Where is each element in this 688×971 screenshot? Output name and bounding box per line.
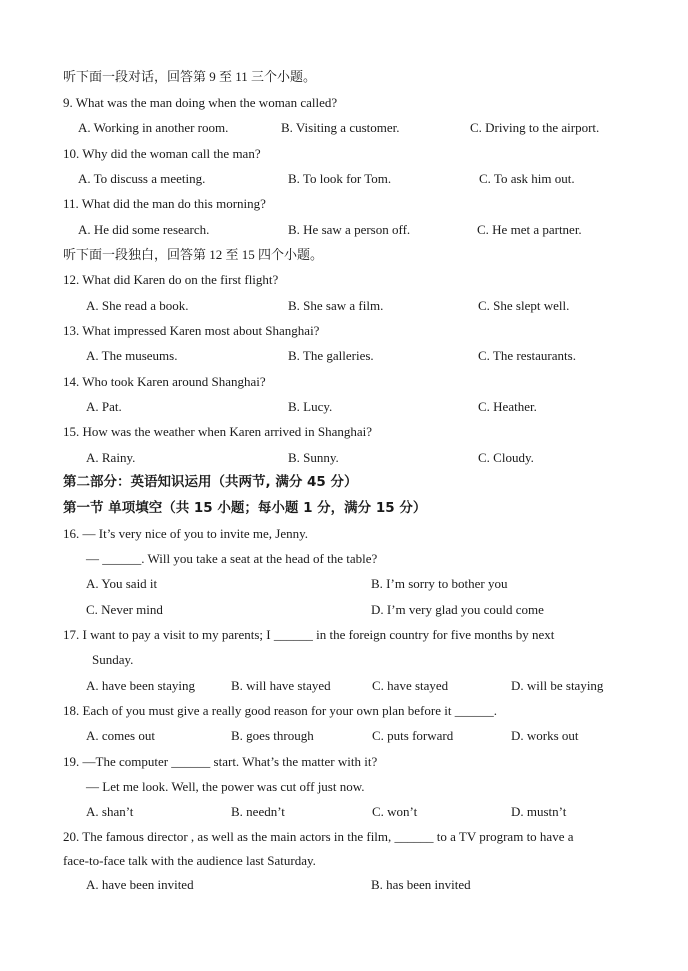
q17-stem: 17. I want to pay a visit to my parents; I ______ in the foreign country for five months by next — [63, 627, 555, 642]
q19-option-c: C. won’t — [372, 804, 418, 819]
q17-option-a: A. have been staying — [86, 678, 196, 693]
section2-intro: 听下面一段独白，回答第 12 至 15 四个小题。 — [63, 247, 324, 262]
q13-option-c: C. The restaurants. — [478, 348, 576, 363]
q20-option-a: A. have been invited — [86, 877, 194, 892]
q9-option-a: A. Working in another room. — [78, 120, 229, 135]
section1-intro: 听下面一段对话，回答第 9 至 11 三个小题。 — [63, 69, 317, 84]
part2-heading: 第二部分：英语知识运用（共两节, 满分 45 分） — [63, 474, 358, 490]
q19-option-b: B. needn’t — [231, 804, 285, 819]
q15-option-a: A. Rainy. — [86, 450, 136, 465]
q16-stem-reply: — ______. Will you take a seat at the head of the table? — [86, 551, 378, 566]
q17-stem-cont: Sunday. — [92, 652, 134, 667]
q20-stem: 20. The famous director , as well as the main actors in the film, ______ to a TV program to have a — [63, 829, 574, 844]
q10-option-a: A. To discuss a meeting. — [78, 171, 206, 186]
q16-option-c: C. Never mind — [86, 602, 163, 617]
q18-option-c: C. puts forward — [372, 728, 454, 743]
q16-option-b: B. I’m sorry to bother you — [371, 576, 508, 591]
q13-option-b: B. The galleries. — [288, 348, 374, 363]
q11-option-a: A. He did some research. — [78, 222, 210, 237]
q13-option-a: A. The museums. — [86, 348, 178, 363]
q12-option-c: C. She slept well. — [478, 298, 570, 313]
q16-option-d: D. I’m very glad you could come — [371, 602, 544, 617]
q14-option-a: A. Pat. — [86, 399, 122, 414]
q12-option-b: B. She saw a film. — [288, 298, 384, 313]
q18-option-d: D. works out — [511, 728, 579, 743]
q16-stem: 16. — It’s very nice of you to invite me, Jenny. — [63, 526, 309, 541]
q12-option-a: A. She read a book. — [86, 298, 189, 313]
q20-option-b: B. has been invited — [371, 877, 471, 892]
q16-option-a: A. You said it — [86, 576, 158, 591]
q9-stem: 9. What was the man doing when the woman called? — [63, 95, 338, 110]
q10-stem: 10. Why did the woman call the man? — [63, 146, 261, 161]
q11-option-b: B. He saw a person off. — [288, 222, 411, 237]
q14-stem: 14. Who took Karen around Shanghai? — [63, 374, 266, 389]
q18-option-b: B. goes through — [231, 728, 314, 743]
q18-option-a: A. comes out — [86, 728, 155, 743]
q19-stem-reply: — Let me look. Well, the power was cut off just now. — [86, 779, 365, 794]
q14-option-b: B. Lucy. — [288, 399, 333, 414]
q9-option-c: C. Driving to the airport. — [470, 120, 600, 135]
q17-option-d: D. will be staying — [511, 678, 604, 693]
q18-stem: 18. Each of you must give a really good reason for your own plan before it ______. — [63, 703, 497, 718]
q10-option-b: B. To look for Tom. — [288, 171, 392, 186]
section1-heading: 第一节 单项填空（共 15 小题；每小题 1 分，满分 15 分） — [63, 500, 427, 516]
q11-option-c: C. He met a partner. — [477, 222, 582, 237]
q9-option-b: B. Visiting a customer. — [281, 120, 400, 135]
q11-stem: 11. What did the man do this morning? — [63, 196, 266, 211]
q20-stem-cont: face-to-face talk with the audience last Saturday. — [63, 853, 316, 868]
q14-option-c: C. Heather. — [478, 399, 537, 414]
q15-option-b: B. Sunny. — [288, 450, 339, 465]
q19-option-a: A. shan’t — [86, 804, 134, 819]
q17-option-b: B. will have stayed — [231, 678, 331, 693]
q10-option-c: C. To ask him out. — [479, 171, 575, 186]
q15-option-c: C. Cloudy. — [478, 450, 534, 465]
q17-option-c: C. have stayed — [372, 678, 449, 693]
q15-stem: 15. How was the weather when Karen arrived in Shanghai? — [63, 424, 373, 439]
q12-stem: 12. What did Karen do on the first flight? — [63, 272, 279, 287]
q19-option-d: D. mustn’t — [511, 804, 567, 819]
q19-stem: 19. —The computer ______ start. What’s the matter with it? — [63, 754, 378, 769]
q13-stem: 13. What impressed Karen most about Shanghai? — [63, 323, 320, 338]
